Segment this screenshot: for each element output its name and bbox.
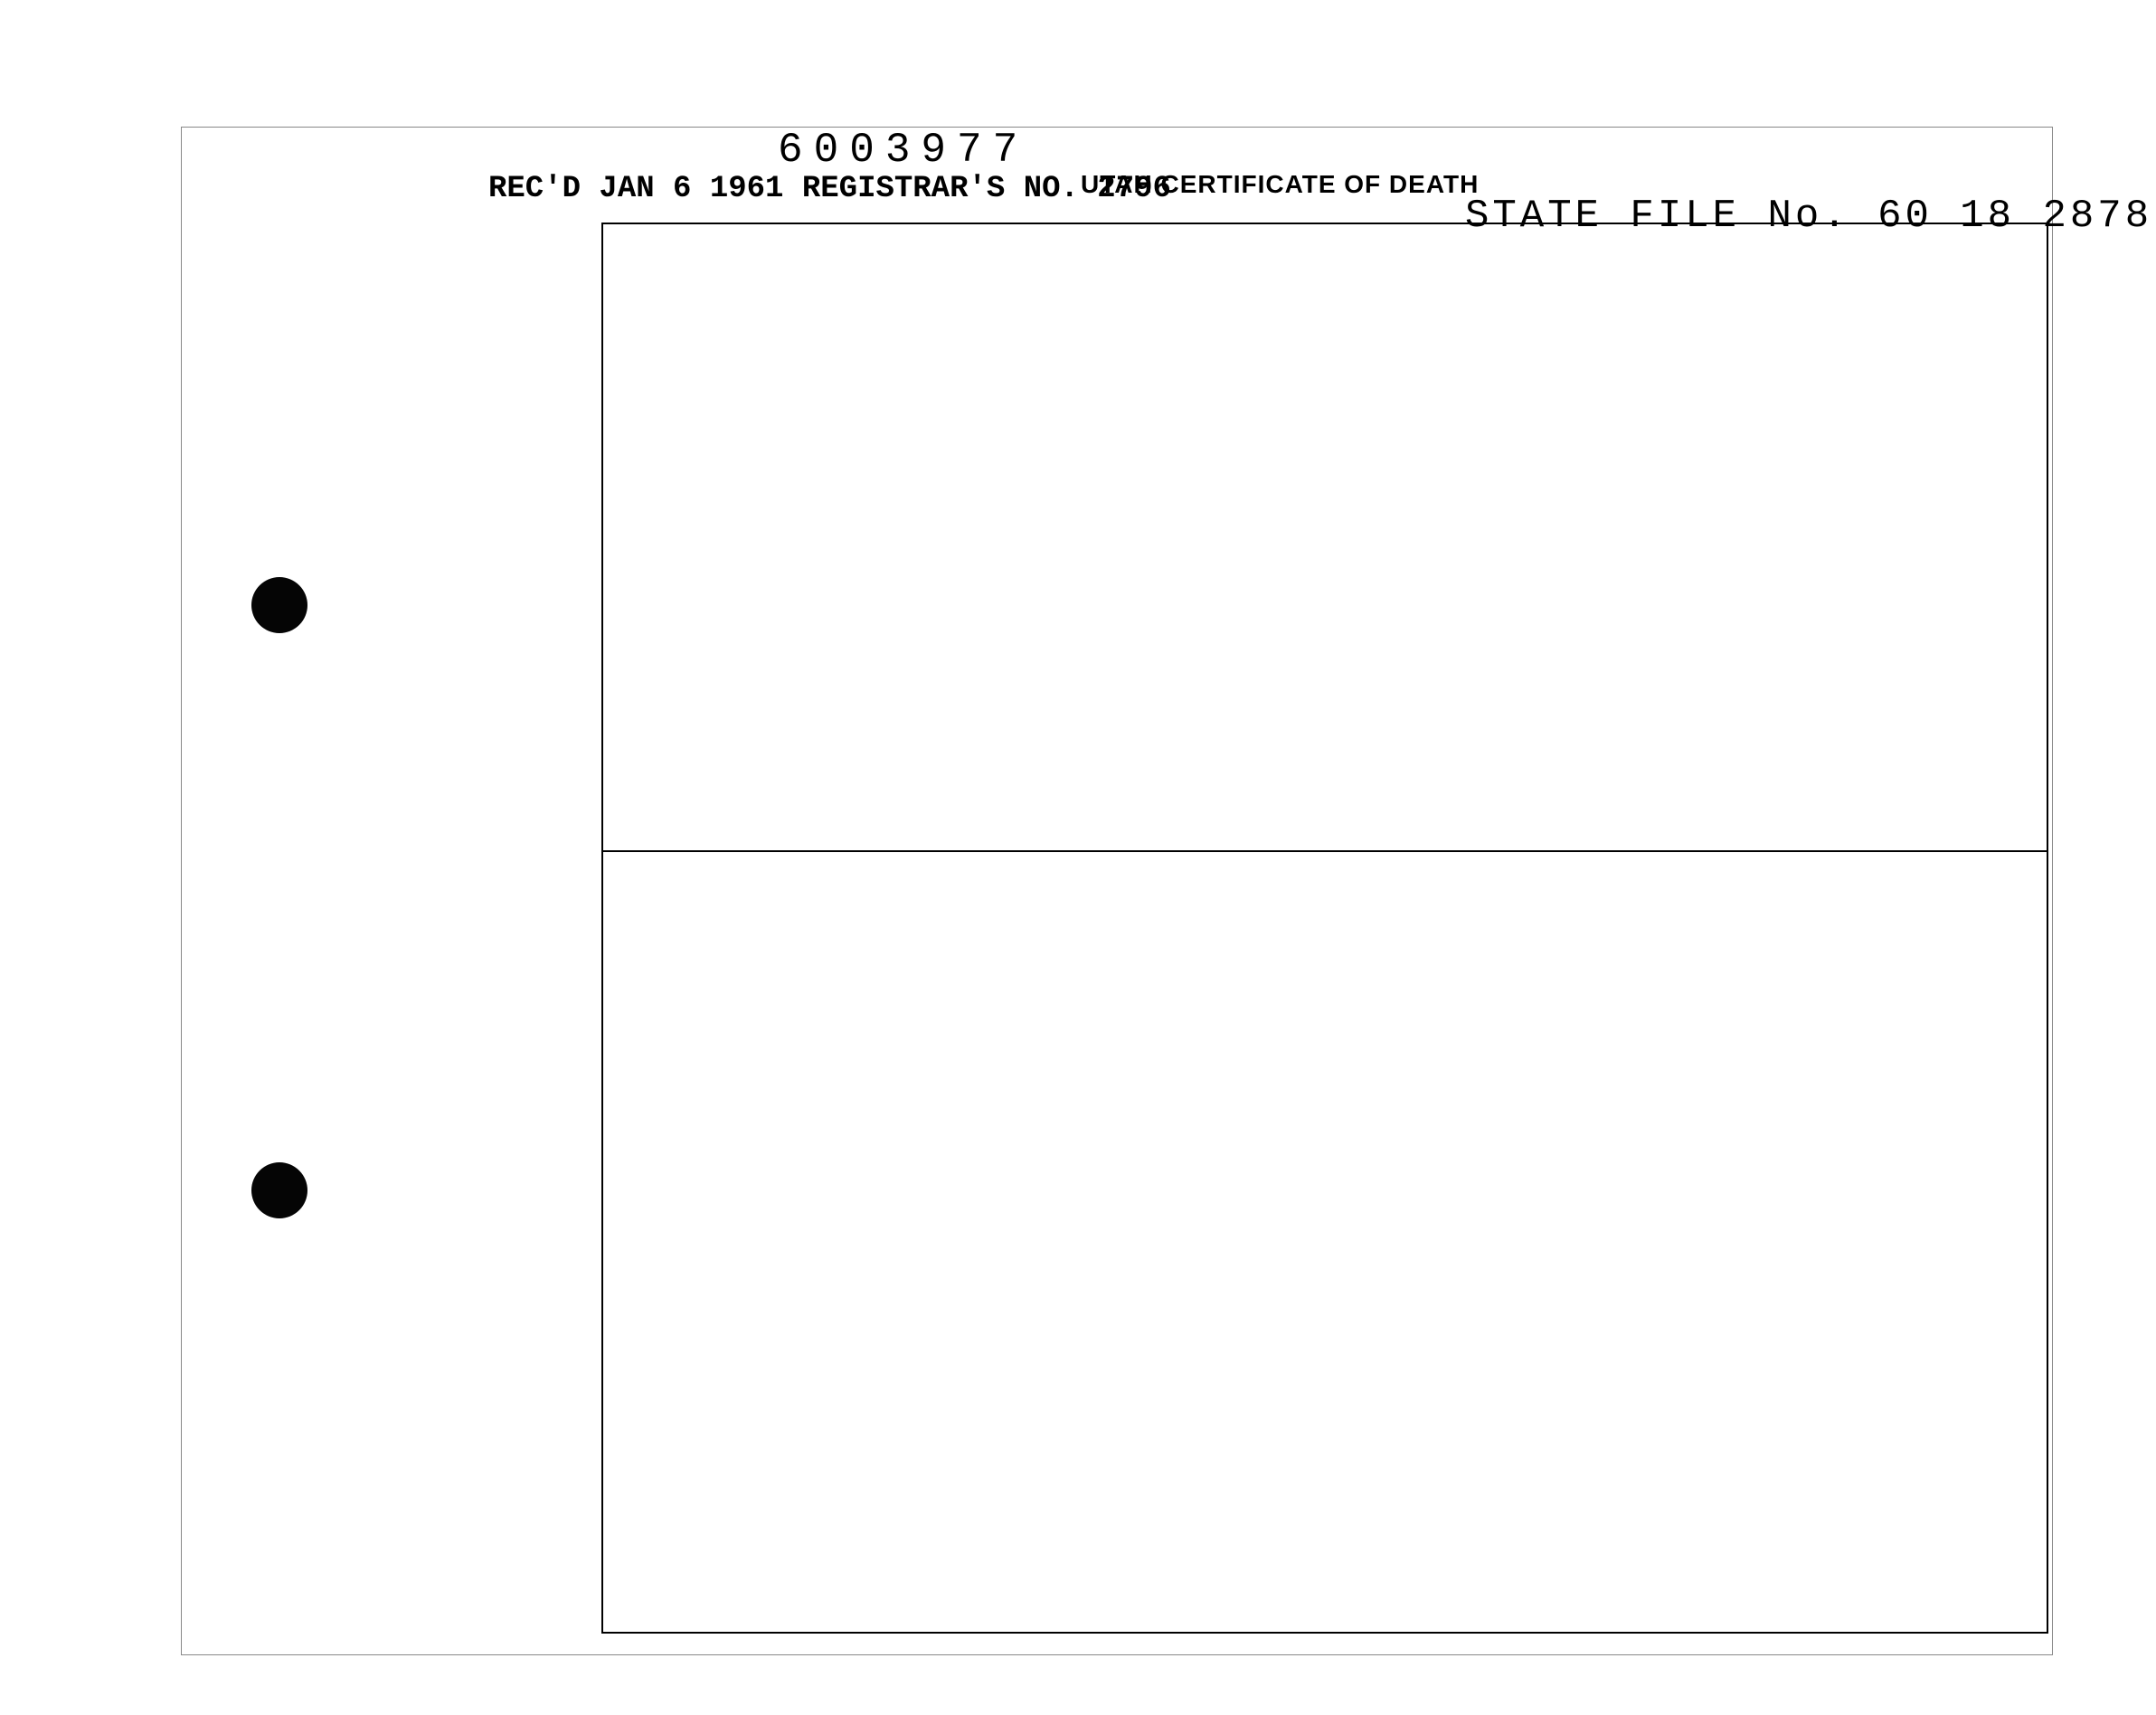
punch-hole-icon (251, 1162, 307, 1218)
filing-instructions-sidebar (380, 289, 579, 1520)
filing-stamp: REC'D JAN 6 1961 REGISTRAR'S NO. 2796 (488, 172, 1171, 206)
punch-hole-icon (251, 577, 307, 633)
medical-certification-section (601, 850, 2048, 1420)
page-title: UTAH CERTIFICATE OF DEATH (1081, 170, 1480, 198)
state-file-number: STATE FILE No. 60 18 2878 (1465, 194, 2153, 239)
registrar-number: 6003977 (778, 127, 1029, 174)
